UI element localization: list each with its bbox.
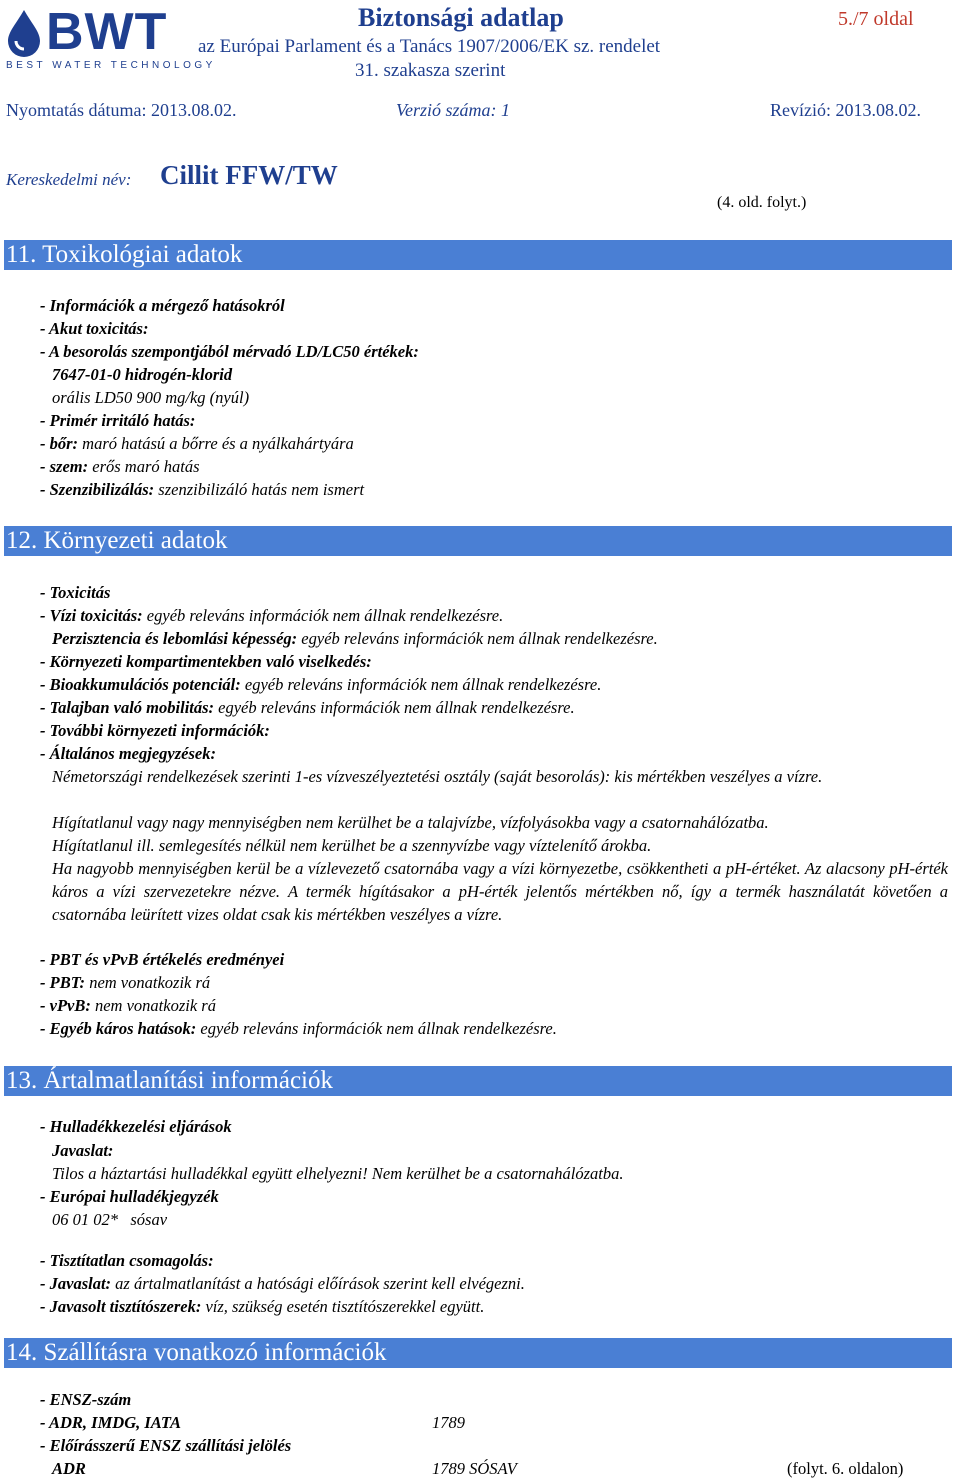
s11-line <box>40 432 354 455</box>
label: - Egyéb káros hatások: <box>40 1019 197 1038</box>
water-drop-icon <box>4 8 44 58</box>
section-12-heading: 12. Környezeti adatok <box>4 526 952 556</box>
s14-line: - Előírásszerű ENSZ szállítási jelölés <box>40 1436 292 1455</box>
value: maró hatású a bőrre és a nyálkahártyára <box>82 434 354 453</box>
s11-line: - Primér irritáló hatás: <box>40 411 196 430</box>
shipping-name: 1789 SÓSAV <box>432 1459 517 1478</box>
document-title: Biztonsági adatlap <box>358 3 564 32</box>
s13-line <box>40 1295 484 1318</box>
regulation-line-2: 31. szakasza szerint <box>355 60 506 81</box>
regulation-line-1: az Európai Parlament és a Tanács 1907/2006/EK sz. rendelet <box>198 36 661 57</box>
s13-line: Tilos a háztartási hulladékkal együtt elhelyezni! Nem kerülhet be a csatornahálózatba. <box>52 1164 624 1183</box>
print-date: Nyomtatás dátuma: 2013.08.02. <box>6 100 237 120</box>
s11-line: - Akut toxicitás: <box>40 319 149 338</box>
label: - Talajban való mobilitás: <box>40 698 215 717</box>
section-14-heading: 14. Szállításra vonatkozó információk <box>4 1338 952 1368</box>
s12-line <box>40 971 210 994</box>
s13-line: 06 01 02* sósav <box>52 1210 168 1229</box>
route-label: orális <box>52 388 91 407</box>
s14-line: - ENSZ-szám <box>40 1390 132 1409</box>
s13-line: - Európai hulladékjegyzék <box>40 1187 219 1206</box>
s12-line <box>40 696 575 719</box>
s12-line: - Általános megjegyzések: <box>40 744 216 763</box>
value: egyéb releváns információk nem állnak rendelkezésre. <box>244 675 602 694</box>
s13-line <box>40 1272 525 1295</box>
section-11-heading: 11. Toxikológiai adatok <box>4 240 952 270</box>
label: - bőr: <box>40 434 79 453</box>
s11-line <box>40 478 364 501</box>
label: - Javasolt tisztítószerek: <box>40 1297 202 1316</box>
logo-text: BWT <box>46 3 168 61</box>
s13-line: - Hulladékkezelési eljárások <box>40 1117 232 1136</box>
value: egyéb releváns információk nem állnak rendelkezésre. <box>301 629 658 648</box>
s13-line: - Tisztítatlan csomagolás: <box>40 1251 214 1270</box>
trade-name-label: Kereskedelmi név: <box>6 170 132 189</box>
revision-date: Revízió: 2013.08.02. <box>770 100 921 120</box>
un-number: 1789 <box>432 1413 465 1432</box>
s12-line: - További környezeti információk: <box>40 721 270 740</box>
s12-line <box>40 604 503 627</box>
s13-line: Javaslat: <box>52 1141 114 1160</box>
label: - Bioakkumulációs potenciál: <box>40 675 241 694</box>
s12-line: - Toxicitás <box>40 583 111 602</box>
value: az ártalmatlanítást a hatósági előírások szerint kell elvégezni. <box>115 1274 525 1293</box>
label: - vPvB: <box>40 996 91 1015</box>
value: egyéb releváns információk nem állnak rendelkezésre. <box>218 698 575 717</box>
s12-line: - PBT és vPvB értékelés eredményei <box>40 950 285 969</box>
s11-line: - Információk a mérgező hatásokról <box>40 296 285 315</box>
label: - PBT: <box>40 973 86 992</box>
section-13-heading: 13. Ártalmatlanítási információk <box>4 1066 952 1096</box>
s12-line <box>40 1017 557 1040</box>
bwt-logo <box>4 3 216 72</box>
s14-line: ADR <box>52 1459 86 1478</box>
value: szenzibilizáló hatás nem ismert <box>158 480 365 499</box>
s12-line <box>52 627 658 650</box>
value: nem vonatkozik rá <box>89 973 211 992</box>
s12-line: - Környezeti kompartimentekben való viselkedés: <box>40 652 372 671</box>
continued-from: (4. old. folyt.) <box>717 194 807 211</box>
version: Verzió száma: 1 <box>396 100 511 120</box>
continued-on: (folyt. 6. oldalon) <box>787 1459 904 1478</box>
value: erős maró hatás <box>92 457 200 476</box>
value: egyéb releváns információk nem állnak rendelkezésre. <box>146 606 504 625</box>
s11-line <box>40 455 200 478</box>
s12-line <box>40 673 601 696</box>
s12-paragraph: Ha nagyobb mennyiségben kerül be a vízlevezető csatornába vagy a vízi környezetbe, csökkentheti a pH-értéket. Az alacsony pH-érték káros a vízi szervezetekre nézve. A termék hígításakor a pH-érték jelentős mértékben nő, így a termék használatát követően a csatornába leürített vizes oldat csak kis mértékben veszélyes a vízre. <box>52 859 948 924</box>
label: - Szenzibilizálás: <box>40 480 155 499</box>
logo-subtitle: BEST WATER TECHNOLOGY <box>6 60 216 71</box>
label: - szem: <box>40 457 89 476</box>
s14-line: - ADR, IMDG, IATA <box>40 1413 182 1432</box>
s11-line: - A besorolás szempontjából mérvadó LD/LC50 értékek: <box>40 342 419 361</box>
page-number: 5./7 oldal <box>838 8 914 30</box>
value: nem vonatkozik rá <box>94 996 216 1015</box>
value: egyéb releváns információk nem állnak rendelkezésre. <box>200 1019 557 1038</box>
s12-line <box>40 994 216 1017</box>
s12-paragraph: Hígítatlanul vagy nagy mennyiségben nem kerülhet be a talajvízbe, vízfolyásokba vagy a csatornahálózatba. <box>52 813 769 832</box>
ld50-value: 900 mg/kg (nyúl) <box>136 388 250 407</box>
s12-paragraph: Hígítatlanul ill. semlegesítés nélkül nem kerülhet be a szennyvízbe vagy víztelenítő árokba. <box>52 836 652 855</box>
label: Perzisztencia és lebomlási képesség: <box>52 629 298 648</box>
value: víz, szükség esetén tisztítószerekkel együtt. <box>205 1297 485 1316</box>
s12-paragraph: Németországi rendelkezések szerinti 1-es vízveszélyeztetési osztály (saját besorolás): kis mértékben veszélyes a vízre. <box>52 767 823 786</box>
label: - Vízi toxicitás: <box>40 606 143 625</box>
label: - Javaslat: <box>40 1274 112 1293</box>
trade-name: Cillit FFW/TW <box>160 160 338 190</box>
s11-line: 7647-01-0 hidrogén-klorid <box>52 365 233 384</box>
ld50-label: LD50 <box>94 388 133 407</box>
s11-line <box>52 386 249 409</box>
